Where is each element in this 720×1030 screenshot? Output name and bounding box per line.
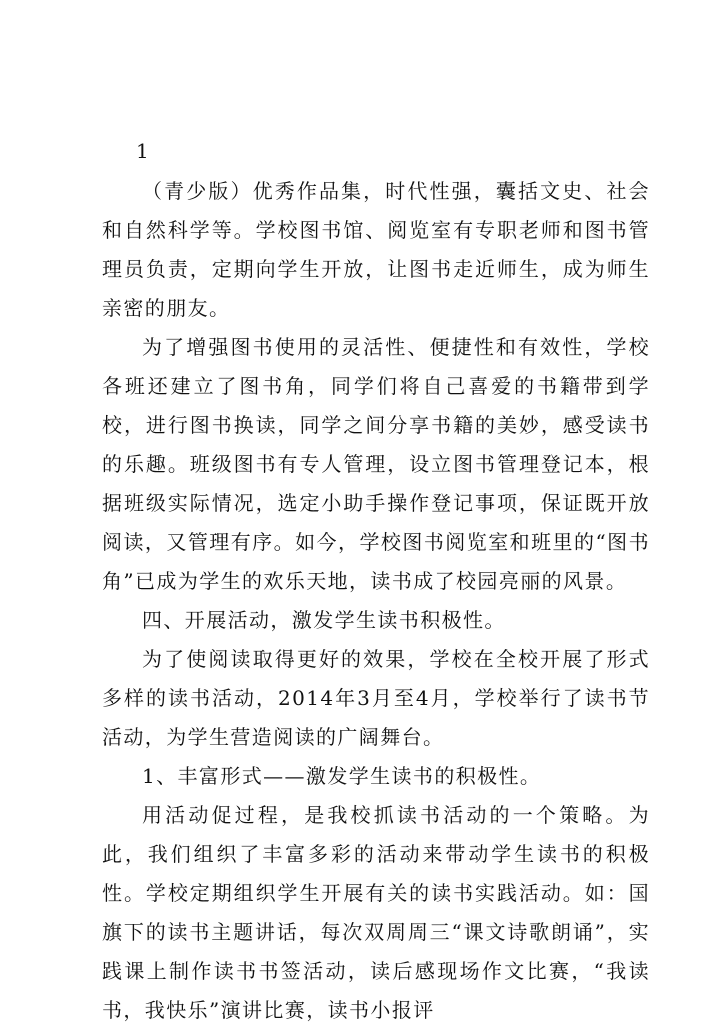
subheading-rich-forms: 1、丰富形式——激发学生读书的积极性。 xyxy=(142,764,542,788)
paragraph-book-corner: 为了增强图书使用的灵活性、便捷性和有效性，学校各班还建立了图书角，同学们将自己喜爱的书籍带到学校，进行图书换读，同学之间分享书籍的美妙，感受读书的乐趣。班级图书有专人管理，设立图书管理登记本，根据班级实际情况，选定小助手操作登记事项，保证既开放阅读，又管理有序。如今，学校图书阅览室和班里的“图书角”已成为学生的欢乐天地，读书成了校园亮丽的风景。 xyxy=(102,335,650,593)
body-text xyxy=(102,172,650,1030)
paragraph-activity-strategy: 用活动促过程，是我校抓读书活动的一个策略。为此，我们组织了丰富多彩的活动来带动学生读书的积极性。学校定期组织学生开展有关的读书实践活动。如：国旗下的读书主题讲话，每次双周周三“课文诗歌朗诵”，实践课上制作读书书签活动，读后感现场作文比赛，“我读书，我快乐”演讲比赛，读书小报评 xyxy=(102,803,650,1022)
paragraph-reading-festival: 为了使阅读取得更好的效果，学校在全校开展了形式多样的读书活动，2014年3月至4月，学校举行了读书节活动，为学生营造阅读的广阔舞台。 xyxy=(102,647,650,749)
section-heading-activities: 四、开展活动，激发学生读书积极性。 xyxy=(142,608,506,632)
page-number: 1 xyxy=(136,139,149,163)
paragraph-library-intro: （青少版）优秀作品集，时代性强，囊括文史、社会和自然科学等。学校图书馆、阅览室有专职老师和图书管理员负责，定期向学生开放，让图书走近师生，成为师生亲密的朋友。 xyxy=(102,179,650,320)
